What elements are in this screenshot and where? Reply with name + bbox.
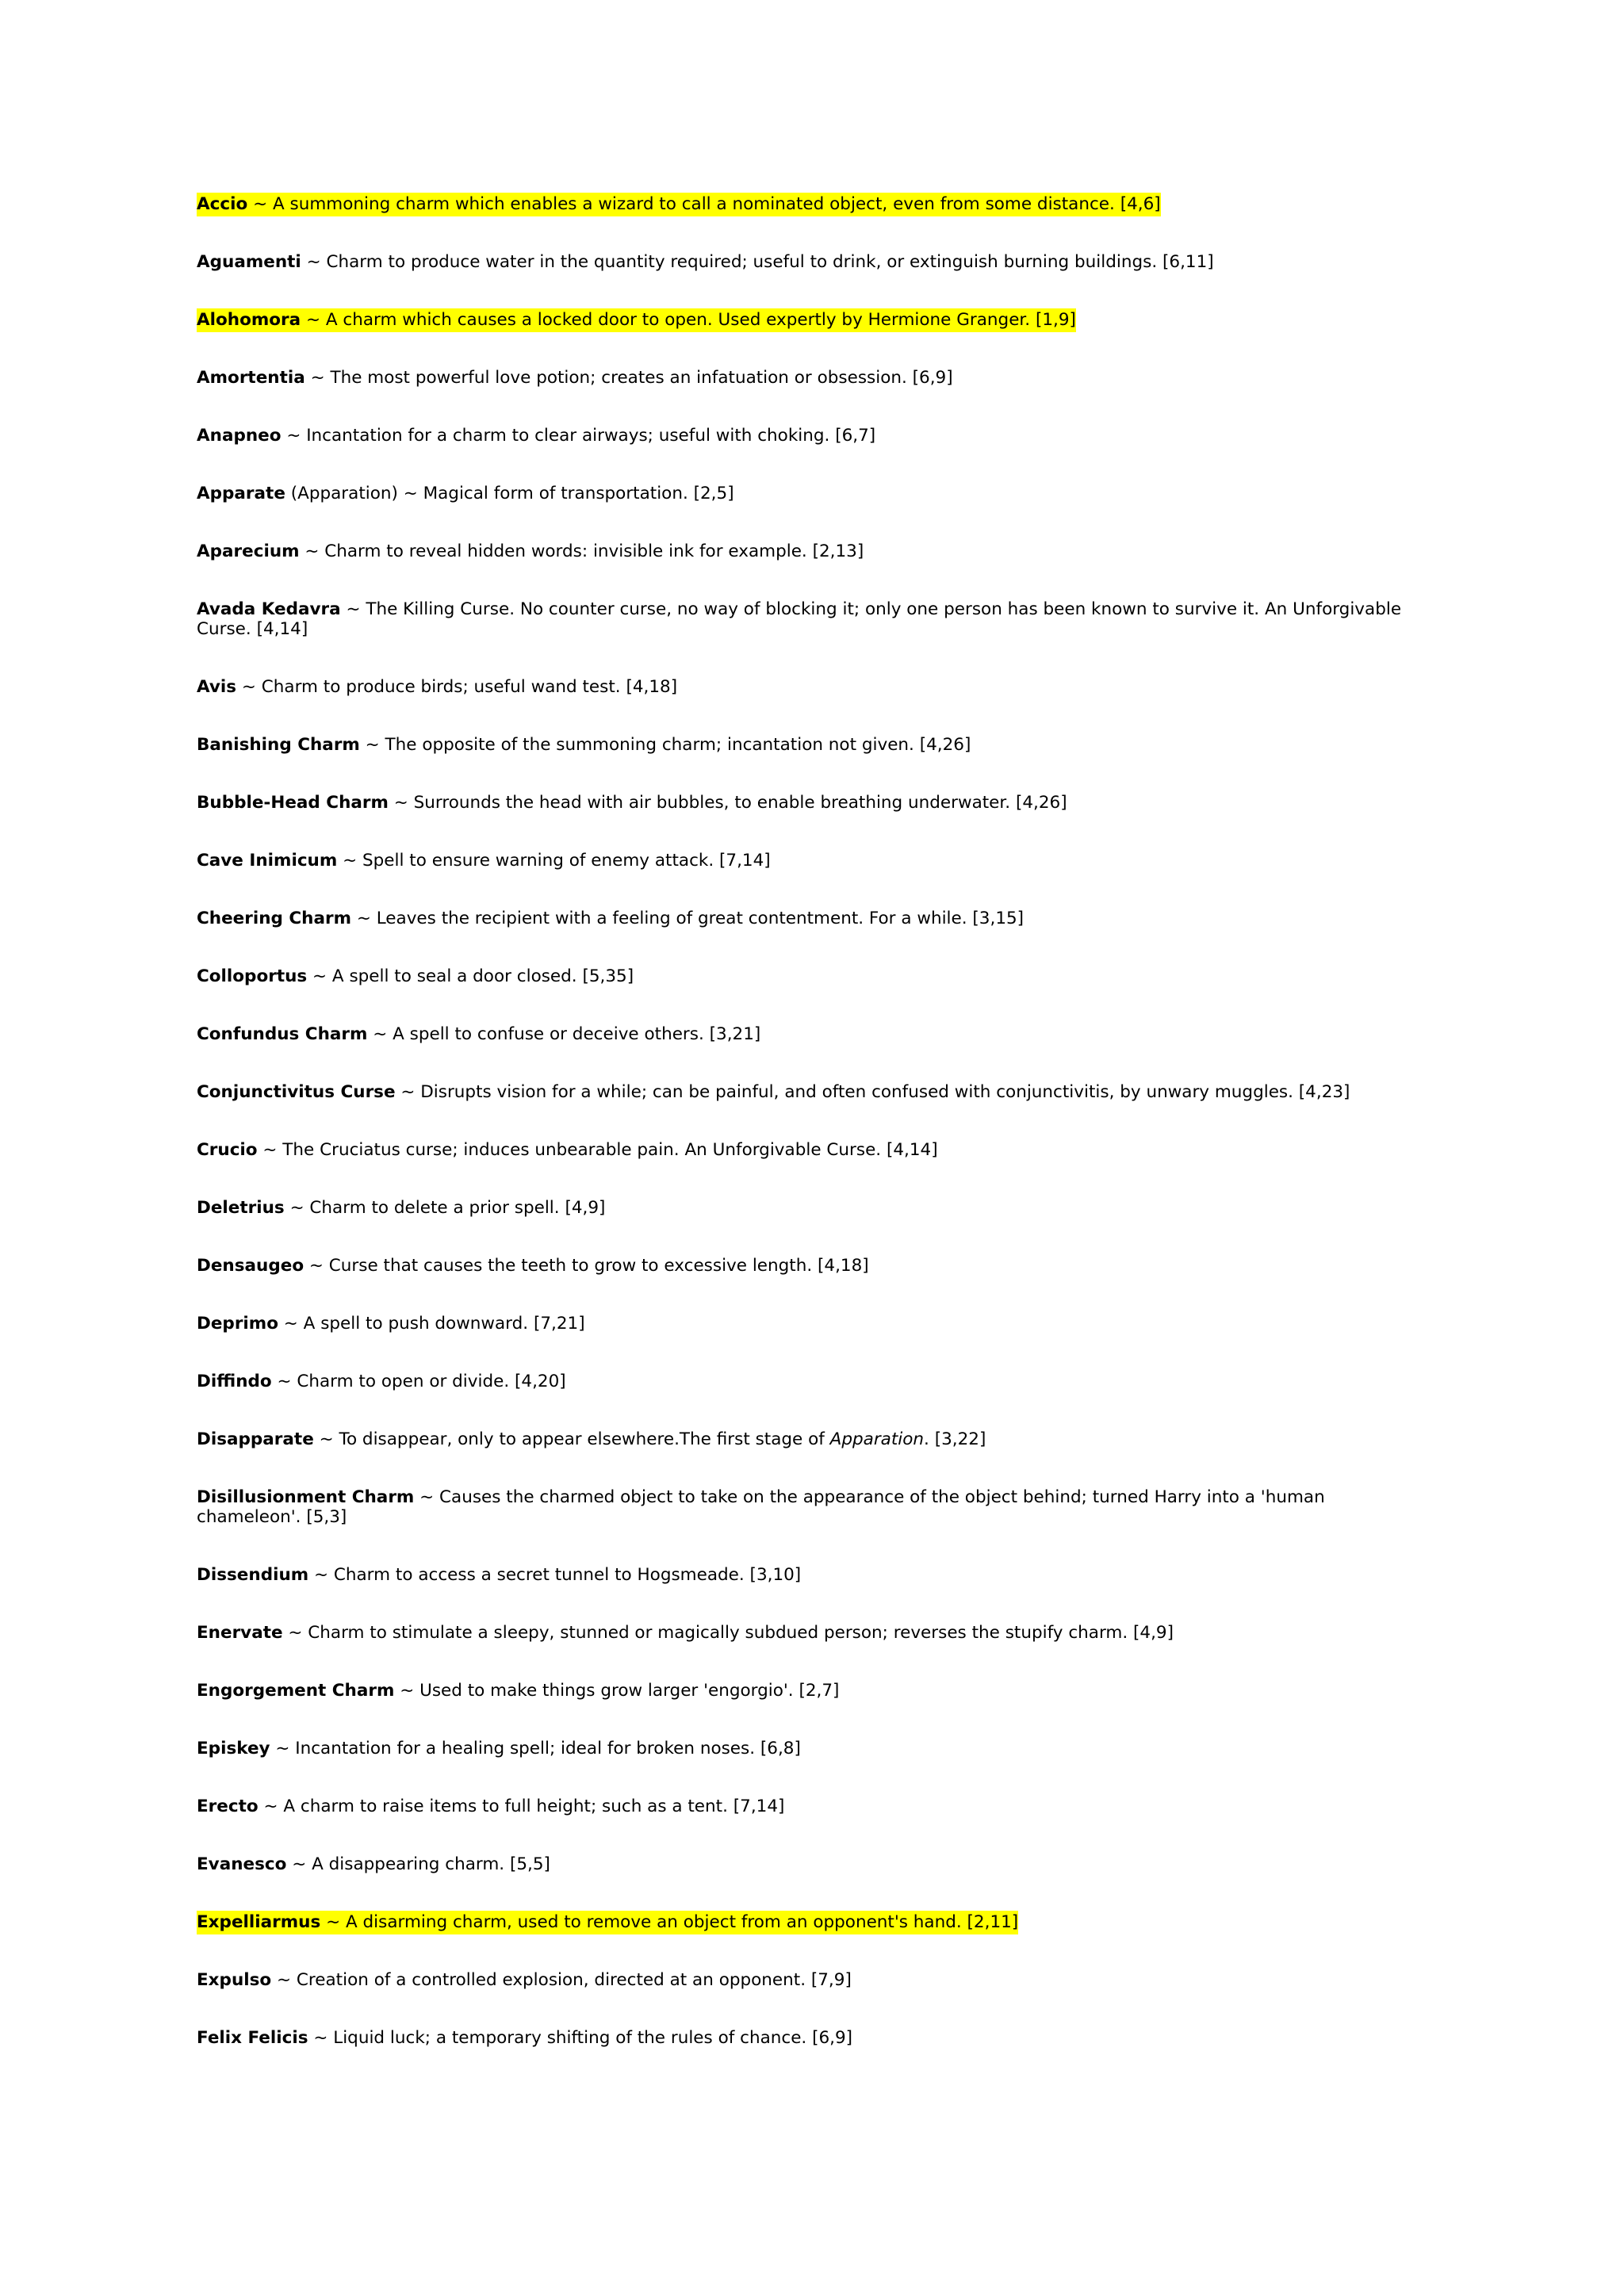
spell-term: Conjunctivitus Curse: [197, 1082, 396, 1102]
entry-text: [197, 1198, 605, 1218]
spell-entry: [197, 484, 1434, 503]
term-separator: ~: [271, 1372, 297, 1391]
spell-description: The Cruciatus curse; induces unbearable pain. An Unforgivable Curse. [4,14]: [282, 1140, 938, 1160]
spell-term: Expulso: [197, 1970, 272, 1990]
spell-entry: [197, 1314, 1434, 1334]
entry-text: [197, 1140, 938, 1160]
term-separator: ~: [258, 1797, 284, 1816]
term-separator: ~: [286, 1854, 312, 1874]
spell-description: Incantation for a healing spell; ideal for broken noses. [6,8]: [295, 1739, 801, 1758]
spell-description: A spell to push downward. [7,21]: [303, 1314, 585, 1334]
spell-term: Deprimo: [197, 1314, 278, 1334]
spell-entry: [197, 1854, 1434, 1874]
spell-term: Cave Inimicum: [197, 851, 338, 871]
spell-entry: [197, 909, 1434, 928]
spell-entry: [197, 1024, 1434, 1044]
spell-term: Avis: [197, 677, 237, 697]
spell-description: Charm to produce birds; useful wand test. [4,18]: [261, 677, 678, 697]
spell-term: Disapparate: [197, 1429, 314, 1449]
spell-description: Causes the charmed object to take on the appearance of the object behind; turned Harry into a 'human chameleon'. [5,3]: [197, 1487, 1325, 1527]
spell-term: Felix Felicis: [197, 2028, 308, 2048]
term-separator: ~: [359, 735, 385, 755]
term-separator: ~: [257, 1140, 283, 1160]
term-separator: ~: [247, 194, 273, 214]
term-separator: (Apparation) ~: [285, 484, 423, 503]
spell-entry: [197, 1739, 1434, 1758]
spell-entry: [197, 252, 1434, 272]
spell-list: [197, 194, 1434, 2086]
entry-text: [197, 1082, 1350, 1102]
entry-text: [197, 909, 1024, 928]
entry-text: [197, 793, 1067, 813]
spell-entry: [197, 599, 1434, 639]
spell-term: Crucio: [197, 1140, 258, 1160]
spell-entry: [197, 2028, 1434, 2048]
term-separator: ~: [394, 1681, 420, 1701]
term-separator: ~: [281, 426, 307, 446]
spell-entry: [197, 1256, 1434, 1276]
entry-text: [197, 541, 864, 561]
entry-text: [197, 1487, 1325, 1527]
term-separator: ~: [278, 1314, 304, 1334]
entry-text: [197, 1623, 1174, 1643]
spell-entry: [197, 310, 1434, 330]
term-separator: ~: [301, 310, 326, 330]
spell-entry: [197, 1970, 1434, 1990]
spell-entry: [197, 1082, 1434, 1102]
term-separator: ~: [367, 1024, 393, 1044]
spell-description: Surrounds the head with air bubbles, to enable breathing underwater. [4,26]: [413, 793, 1067, 813]
spell-description: Charm to delete a prior spell. [4,9]: [309, 1198, 606, 1218]
spell-description: A disappearing charm. [5,5]: [312, 1854, 550, 1874]
spell-description: Curse that causes the teeth to grow to excessive length. [4,18]: [328, 1256, 869, 1276]
entry-text: [197, 599, 1401, 639]
spell-description: Creation of a controlled explosion, directed at an opponent. [7,9]: [296, 1970, 852, 1990]
entry-text: [197, 1854, 550, 1874]
entry-text: [197, 1681, 839, 1701]
term-separator: ~: [308, 1565, 334, 1585]
spell-entry: [197, 1797, 1434, 1816]
spell-description-tail: . [3,22]: [924, 1429, 986, 1449]
spell-description: Charm to open or divide. [4,20]: [297, 1372, 566, 1391]
entry-text: [197, 1797, 784, 1816]
spell-term: Accio: [197, 194, 248, 214]
spell-term: Colloportus: [197, 966, 308, 986]
spell-term: Bubble-Head Charm: [197, 793, 389, 813]
spell-description: Charm to reveal hidden words: invisible ink for example. [2,13]: [324, 541, 864, 561]
entry-text: [197, 851, 771, 871]
entry-text: [197, 2028, 852, 2048]
spell-entry: [197, 541, 1434, 561]
spell-entry: [197, 1198, 1434, 1218]
spell-entry: [197, 851, 1434, 871]
term-separator: ~: [320, 1912, 346, 1932]
spell-entry: [197, 426, 1434, 446]
term-separator: ~: [340, 599, 366, 619]
spell-term: Episkey: [197, 1739, 270, 1758]
spell-term: Confundus Charm: [197, 1024, 368, 1044]
spell-description: A disarming charm, used to remove an object from an opponent's hand. [2,11]: [345, 1912, 1019, 1932]
term-separator: ~: [307, 966, 332, 986]
spell-entry: [197, 677, 1434, 697]
spell-entry: [197, 1912, 1434, 1932]
term-separator: ~: [395, 1082, 421, 1102]
term-separator: ~: [313, 1429, 339, 1449]
spell-term: Disillusionment Charm: [197, 1487, 415, 1507]
entry-text: [197, 426, 875, 446]
entry-text: [197, 966, 634, 986]
spell-description: The most powerful love potion; creates an infatuation or obsession. [6,9]: [330, 368, 953, 388]
entry-text: [197, 735, 971, 755]
term-separator: ~: [236, 677, 262, 697]
spell-description: Charm to stimulate a sleepy, stunned or magically subdued person; reverses the stupify charm. [4,9]: [308, 1623, 1174, 1643]
entry-text: [197, 1256, 869, 1276]
highlighted-text: [197, 1911, 1018, 1934]
spell-entry: [197, 793, 1434, 813]
term-separator: ~: [282, 1623, 308, 1643]
entry-text: [197, 368, 953, 388]
spell-description: Liquid luck; a temporary shifting of the rules of chance. [6,9]: [333, 2028, 853, 2048]
entry-text: [197, 252, 1214, 272]
entry-text: [197, 1565, 801, 1585]
spell-term: Cheering Charm: [197, 909, 352, 928]
term-separator: ~: [270, 1739, 296, 1758]
spell-term: Erecto: [197, 1797, 259, 1816]
spell-description: Charm to access a secret tunnel to Hogsmeade. [3,10]: [333, 1565, 802, 1585]
entry-text: [197, 1314, 585, 1334]
spell-entry: [197, 1372, 1434, 1391]
entry-text: [197, 1739, 801, 1758]
spell-entry: [197, 1565, 1434, 1585]
spell-term: Anapneo: [197, 426, 282, 446]
entry-text: [197, 1372, 566, 1391]
spell-description: A spell to seal a door closed. [5,35]: [331, 966, 634, 986]
spell-description: Leaves the recipient with a feeling of great contentment. For a while. [3,15]: [376, 909, 1025, 928]
spell-entry: [197, 735, 1434, 755]
spell-description: A charm which causes a locked door to open. Used expertly by Hermione Granger. [1,9]: [325, 310, 1076, 330]
spell-term: Avada Kedavra: [197, 599, 341, 619]
spell-description: To disappear, only to appear elsewhere.The first stage of: [339, 1429, 830, 1449]
spell-description: Spell to ensure warning of enemy attack. [7,14]: [362, 851, 771, 871]
entry-text: [197, 1429, 986, 1449]
spell-entry: [197, 1623, 1434, 1643]
spell-term: Enervate: [197, 1623, 283, 1643]
spell-term: Apparate: [197, 484, 285, 503]
spell-term: Deletrius: [197, 1198, 285, 1218]
spell-description: Incantation for a charm to clear airways; useful with choking. [6,7]: [306, 426, 876, 446]
spell-entry: [197, 1487, 1434, 1527]
spell-term: Engorgement Charm: [197, 1681, 395, 1701]
spell-term: Aparecium: [197, 541, 300, 561]
term-separator: ~: [388, 793, 414, 813]
term-separator: ~: [414, 1487, 440, 1507]
entry-text: [197, 1970, 852, 1990]
spell-entry: [197, 368, 1434, 388]
term-separator: ~: [304, 368, 331, 388]
spell-description: A spell to confuse or deceive others. [3,21]: [393, 1024, 761, 1044]
spell-description: Used to make things grow larger 'engorgio'. [2,7]: [419, 1681, 840, 1701]
spell-entry: [197, 1140, 1434, 1160]
entry-text: [197, 1024, 760, 1044]
term-separator: ~: [351, 909, 377, 928]
term-separator: ~: [301, 252, 327, 272]
spell-description: Magical form of transportation. [2,5]: [423, 484, 734, 503]
spell-entry: [197, 966, 1434, 986]
entry-text: [197, 677, 677, 697]
spell-description: A summoning charm which enables a wizard to call a nominated object, even from some distance. [4,6]: [272, 194, 1161, 214]
term-separator: ~: [284, 1198, 310, 1218]
spell-description: Disrupts vision for a while; can be painful, and often confused with conjunctivitis, by unwary muggles. [4,23]: [420, 1082, 1350, 1102]
highlighted-text: [197, 308, 1076, 332]
spell-description: A charm to raise items to full height; such as a tent. [7,14]: [283, 1797, 785, 1816]
spell-description: The Killing Curse. No counter curse, no way of blocking it; only one person has been known to survive it. An Unforgivable Curse. [4,14]: [197, 599, 1402, 639]
term-separator: ~: [337, 851, 362, 871]
entry-text: [197, 484, 734, 503]
spell-term: Aguamenti: [197, 252, 301, 272]
spell-term: Alohomora: [197, 310, 301, 330]
spell-term: Banishing Charm: [197, 735, 360, 755]
spell-description: The opposite of the summoning charm; incantation not given. [4,26]: [385, 735, 971, 755]
term-separator: ~: [271, 1970, 297, 1990]
term-separator: ~: [308, 2028, 334, 2048]
highlighted-text: [197, 193, 1161, 216]
spell-entry: [197, 194, 1434, 214]
term-separator: ~: [304, 1256, 329, 1276]
spell-term: Amortentia: [197, 368, 305, 388]
spell-term: Expelliarmus: [197, 1912, 321, 1932]
spell-description: Charm to produce water in the quantity required; useful to drink, or extinguish burning buildings. [6,11]: [326, 252, 1214, 272]
spell-entry: [197, 1681, 1434, 1701]
spell-description-italic: Apparation: [829, 1429, 925, 1449]
spell-entry: [197, 1429, 1434, 1449]
spell-term: Evanesco: [197, 1854, 287, 1874]
spell-term: Dissendium: [197, 1565, 309, 1585]
spell-term: Densaugeo: [197, 1256, 304, 1276]
term-separator: ~: [299, 541, 325, 561]
spell-term: Diffindo: [197, 1372, 272, 1391]
